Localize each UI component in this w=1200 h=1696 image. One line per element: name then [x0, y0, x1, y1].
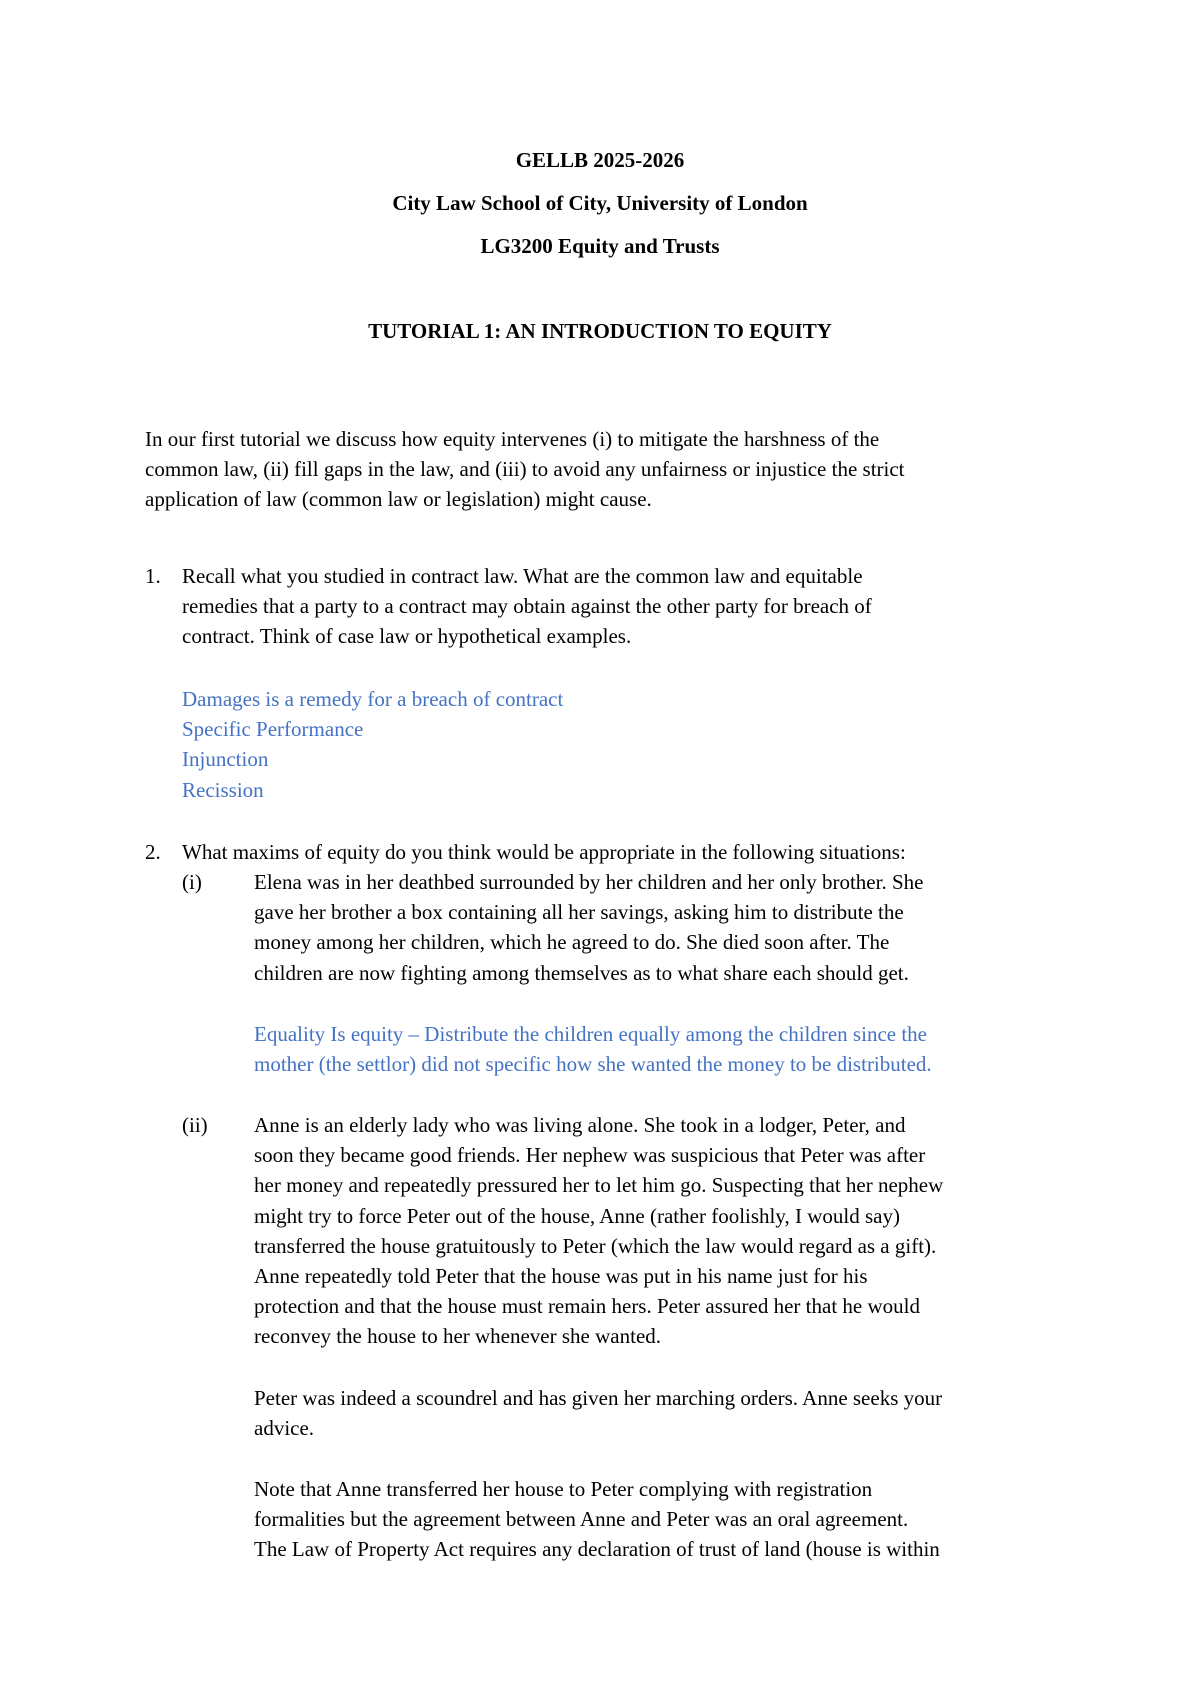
part-ii-note-line: The Law of Property Act requires any declaration of trust of land (house is within — [254, 1537, 940, 1562]
part-ii-line: her money and repeatedly pressured her to let him go. Suspecting that her nephew — [254, 1173, 944, 1198]
part-ii-line: soon they became good friends. Her nephew was suspicious that Peter was after — [254, 1143, 926, 1168]
answer-specific-performance: Specific Performance — [182, 717, 364, 742]
answer-injunction: Injunction — [182, 747, 269, 772]
part-ii-line: Anne is an elderly lady who was living alone. She took in a lodger, Peter, and — [254, 1113, 906, 1137]
part-ii-text — [254, 1110, 943, 1352]
part-ii-note — [254, 1474, 940, 1565]
question-1-line: remedies that a party to a contract may obtain against the other party for breach of — [182, 594, 872, 619]
question-2-line: What maxims of equity do you think would be appropriate in the following situations: — [182, 840, 906, 864]
part-i-line: gave her brother a box containing all her savings, asking him to distribute the — [254, 900, 904, 925]
part-i-answer-line: mother (the settlor) did not specific how she wanted the money to be distributed. — [254, 1052, 932, 1077]
answer-recission: Recission — [182, 777, 264, 802]
part-i-line: Elena was in her deathbed surrounded by her children and her only brother. She — [254, 870, 924, 894]
question-1-line: Recall what you studied in contract law. What are the common law and equitable — [182, 564, 863, 588]
course-code-heading: GELLB 2025-2026 — [515, 148, 685, 172]
intro-line: application of law (common law or legislation) might cause. — [145, 487, 652, 512]
part-ii-line: reconvey the house to her whenever she wanted. — [254, 1324, 662, 1349]
part-ii-line: Anne repeatedly told Peter that the house was put in his name just for his — [254, 1264, 868, 1289]
part-ii-line: transferred the house gratuitously to Peter (which the law would regard as a gift). — [254, 1233, 937, 1258]
part-ii-note-line: Note that Anne transferred her house to Peter complying with registration — [254, 1477, 873, 1501]
question-1-answers — [182, 684, 563, 805]
part-i-text — [254, 867, 923, 988]
part-ii-note-line: formalities but the agreement between Anne and Peter was an oral agreement. — [254, 1507, 909, 1532]
part-ii-line: protection and that the house must remain hers. Peter assured her that he would — [254, 1294, 920, 1319]
part-i-answer-line: Equality Is equity – Distribute the children equally among the children since the — [254, 1022, 927, 1046]
question-1-line: contract. Think of case law or hypothetical examples. — [182, 624, 632, 649]
part-i-label: (i) — [182, 870, 202, 894]
part-ii-line: Peter was indeed a scoundrel and has given her marching orders. Anne seeks your — [254, 1386, 943, 1410]
intro-line: common law, (ii) fill gaps in the law, and (iii) to avoid any unfairness or injustice the strict — [145, 457, 905, 482]
part-i-line: children are now fighting among themselves as to what share each should get. — [254, 960, 909, 985]
question-1-number: 1. — [145, 564, 161, 588]
part-i-answer — [254, 1019, 932, 1079]
question-1-text — [182, 561, 872, 652]
answer-damages: Damages is a remedy for a breach of contract — [182, 687, 564, 711]
part-ii-line: might try to force Peter out of the house, Anne (rather foolishly, I would say) — [254, 1203, 900, 1228]
tutorial-title: TUTORIAL 1: AN INTRODUCTION TO EQUITY — [368, 319, 832, 343]
institution-heading: City Law School of City, University of London — [392, 191, 808, 215]
module-heading: LG3200 Equity and Trusts — [480, 234, 720, 258]
question-2-number: 2. — [145, 840, 161, 864]
part-i-line: money among her children, which he agreed to do. She died soon after. The — [254, 930, 890, 955]
intro-line: In our first tutorial we discuss how equity intervenes (i) to mitigate the harshness of the — [145, 427, 880, 451]
part-ii-label: (ii) — [182, 1113, 208, 1137]
question-2-text — [182, 837, 906, 867]
part-ii-line: advice. — [254, 1416, 315, 1441]
intro-paragraph — [145, 424, 905, 515]
part-ii-text-2 — [254, 1383, 942, 1443]
